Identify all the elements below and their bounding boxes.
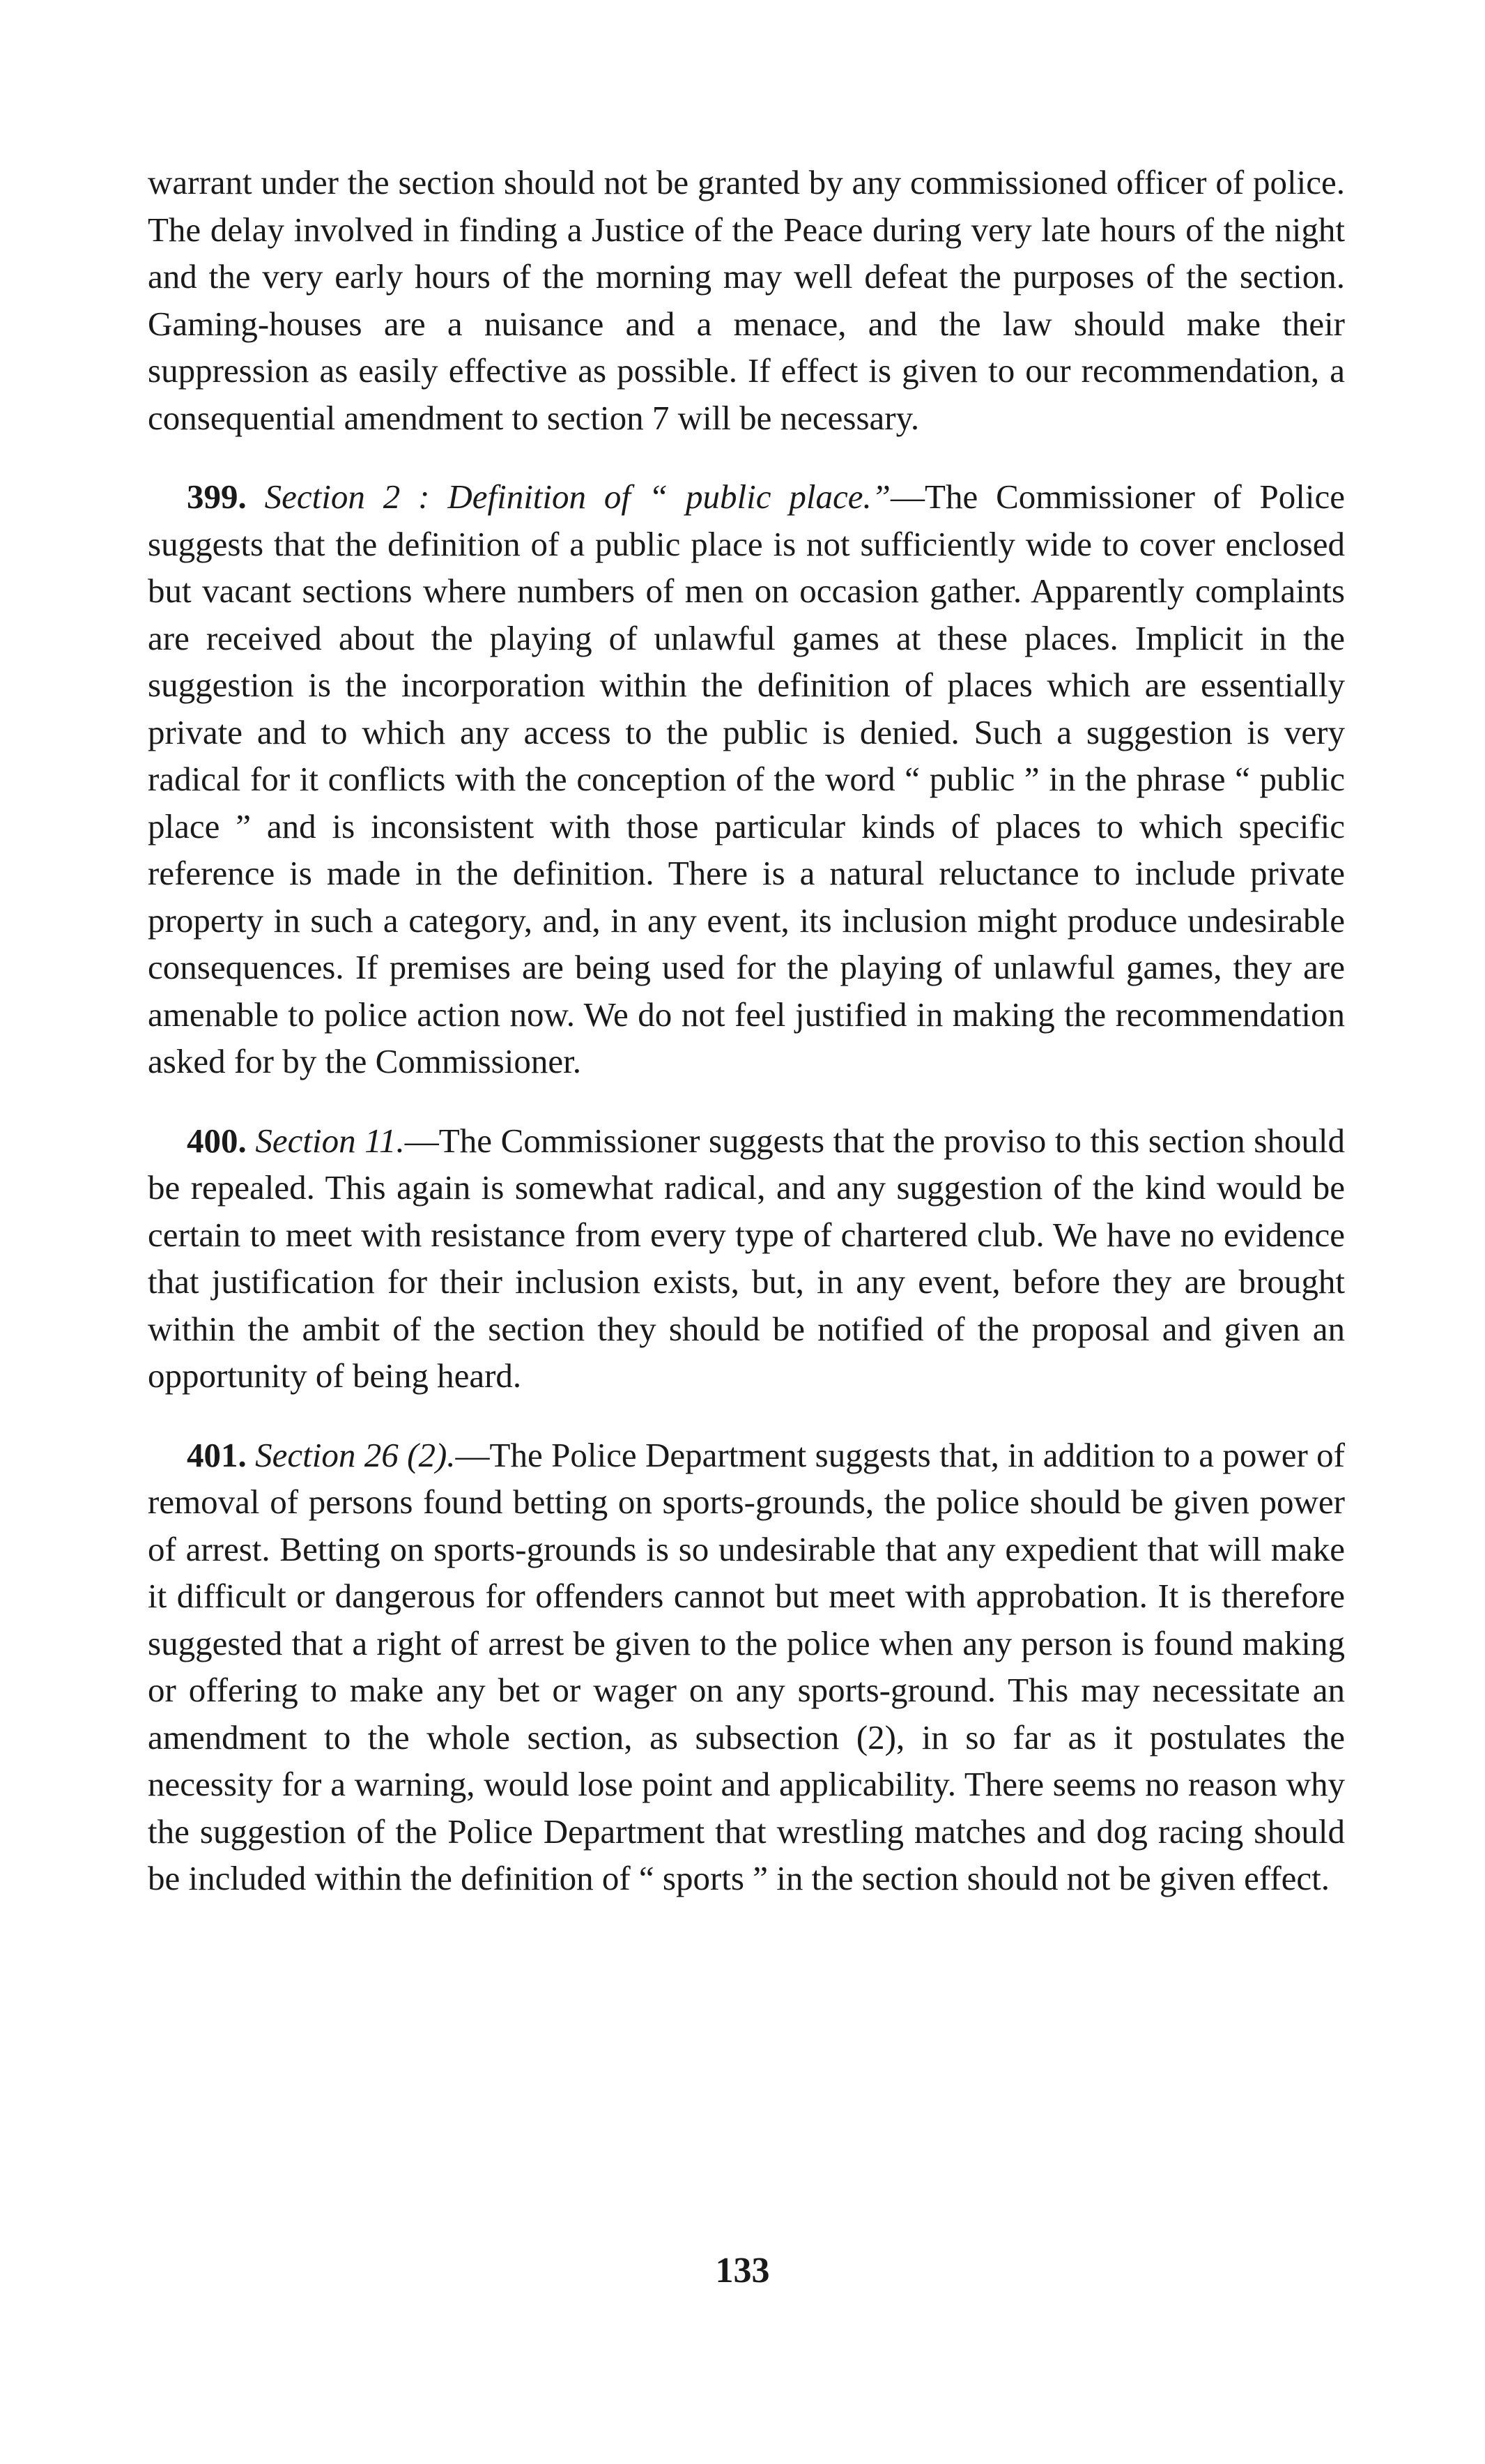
- paragraph-heading: Section 26 (2).: [255, 1435, 456, 1474]
- paragraph-number: 401.: [187, 1435, 247, 1474]
- paragraph-heading: Section 2 : Definition of “ public place.”: [264, 477, 891, 516]
- heading-dash: —: [455, 1435, 490, 1474]
- heading-dash: —: [404, 1121, 439, 1160]
- heading-dash: —: [891, 477, 925, 516]
- paragraph-continuation: [148, 159, 1345, 441]
- paragraph-401: [148, 1432, 1345, 1902]
- paragraph-text: The Police Department suggests that, in addition to a power of removal of persons found betting on sports-grounds, the police should be given power of arrest. Betting on sports-grounds is so undesirable that any expedient that will make it difficult or dangerous for offenders cannot but meet with approbation. It is therefore suggested that a right of arrest be given to the police when any person is found making or offering to make any bet or wager on any sports-ground. This may necessitate an amendment to the whole section, as subsection (2), in so far as it postulates the necessity for a warning, would lose point and applicability. There seems no reason why the suggestion of the Police Department that wrestling matches and dog racing should be included within the definition of “ sports ” in the section should not be given effect.: [148, 1435, 1346, 1897]
- paragraph-text: warrant under the section should not be granted by any commissioned officer of police. The delay involved in finding a Justice of the Peace during very late hours of the night and the very early hours of the morning may well defeat the purposes of the section. Gaming-houses are a nuisance and a menace, and the law should make their suppression as easily effective as possible. If effect is given to our recommendation, a consequential amendment to section 7 will be necessary.: [148, 163, 1345, 437]
- paragraph-number: 399.: [187, 477, 247, 516]
- paragraph-text: The Commissioner suggests that the proviso to this section should be repealed. This again is somewhat radical, and any suggestion of the kind would be certain to meet with resistance from every type of chartered club. We have no evidence that justification for their inclusion exists, but, in any event, before they are brought within the ambit of the section they should be notified of the proposal and given an opportunity of being heard.: [148, 1121, 1345, 1395]
- page-number: 133: [715, 2251, 770, 2290]
- paragraph-399: [148, 473, 1345, 1085]
- paragraph-heading: Section 11.: [255, 1121, 405, 1160]
- paragraph-400: [148, 1117, 1345, 1400]
- page-body: [148, 159, 1345, 1934]
- paragraph-number: 400.: [187, 1121, 247, 1160]
- paragraph-text: The Commissioner of Police suggests that the definition of a public place is not sufficiently wide to cover enclosed but vacant sections where numbers of men on occasion gather. Apparently complaints are received about the playing of unlawful games at these places. Implicit in the suggestion is the incorporation within the definition of places which are essentially private and to which any access to the public is denied. Such a suggestion is very radical for it conflicts with the conception of the word “ public ” in the phrase “ public place ” and is inconsistent with those particular kinds of places to which specific reference is made in the definition. There is a natural reluctance to include private property in such a category, and, in any event, its inclusion might produce undesirable consequences. If premises are being used for the playing of unlawful games, they are amenable to police action now. We do not feel justified in making the recommendation asked for by the Commissioner.: [148, 477, 1345, 1080]
